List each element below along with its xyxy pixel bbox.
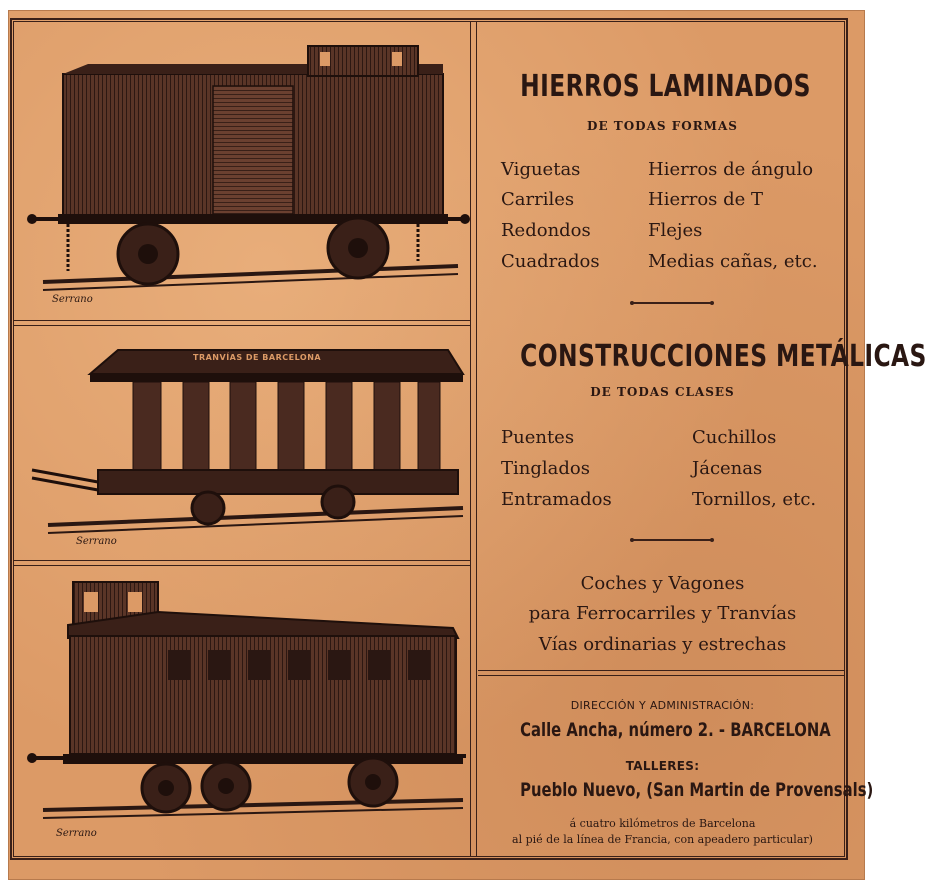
illustration-passenger-coach — [18, 570, 466, 858]
product-item: Flejes — [648, 220, 703, 241]
product-item: Tinglados — [501, 458, 590, 479]
tram-roof-sign: TRANVÍAS DE BARCELONA — [193, 353, 322, 362]
ornamental-rule — [632, 539, 712, 541]
product-item: Tornillos, etc. — [692, 489, 817, 510]
product-item: Puentes — [501, 427, 575, 448]
section-title-hierros: HIERROS LAMINADOS — [520, 69, 811, 104]
section-subtitle-hierros: DE TODAS FORMAS — [587, 119, 738, 133]
advertisement-text-column — [480, 21, 927, 857]
ornamental-rule — [632, 302, 712, 304]
product-item: Hierros de T — [648, 189, 764, 210]
engraver-signature: Serrano — [52, 294, 93, 305]
location-note: á cuatro kilómetros de Barcelona — [569, 817, 756, 830]
vehicles-line: Vías ordinarias y estrechas — [538, 634, 787, 655]
engraver-signature: Serrano — [76, 536, 117, 547]
workshops-label: TALLERES: — [625, 759, 700, 773]
product-item: Medias cañas, etc. — [648, 251, 818, 272]
product-item: Entramados — [501, 489, 612, 510]
section-title-construcciones: CONSTRUCCIONES METÁLICAS — [520, 339, 927, 374]
product-item: Carriles — [501, 189, 575, 210]
vehicles-line: Coches y Vagones — [580, 573, 745, 594]
product-item: Hierros de ángulo — [648, 159, 814, 180]
product-item: Cuadrados — [501, 251, 600, 272]
product-item: Cuchillos — [692, 427, 777, 448]
admin-address: Calle Ancha, número 2. - BARCELONA — [520, 719, 831, 741]
admin-label: DIRECCIÓN Y ADMINISTRACIÓN: — [570, 699, 755, 712]
workshops-address: Pueblo Nuevo, (San Martin de Provensals) — [520, 779, 874, 801]
column-divider — [470, 21, 477, 857]
illustration-open-tram-car — [18, 330, 466, 558]
section-subtitle-construcciones: DE TODAS CLASES — [590, 385, 735, 399]
location-note: al pié de la línea de Francia, con apeadero particular) — [512, 833, 813, 846]
illustration-box-wagon — [18, 26, 466, 318]
panel-divider-2 — [13, 560, 470, 566]
engraver-signature: Serrano — [56, 828, 97, 839]
panel-divider-1 — [13, 320, 470, 326]
product-item: Redondos — [501, 220, 591, 241]
vehicles-line: para Ferrocarriles y Tranvías — [528, 603, 797, 624]
product-item: Viguetas — [501, 159, 581, 180]
product-item: Jácenas — [692, 458, 763, 479]
